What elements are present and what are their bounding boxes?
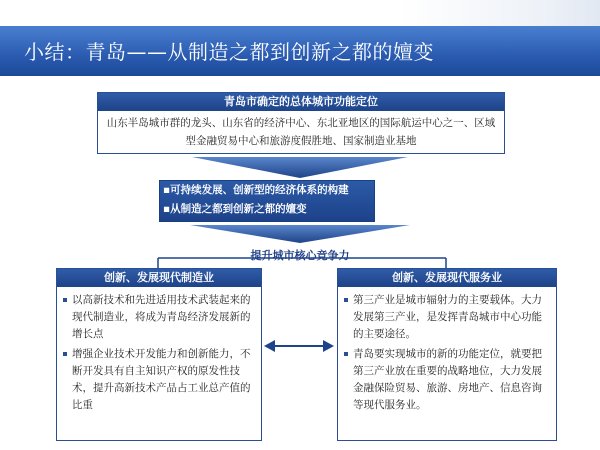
manufacturing-title: 创新、发展现代制造业 xyxy=(57,269,261,287)
manufacturing-box xyxy=(56,268,262,441)
bullet-icon xyxy=(344,298,348,302)
city-function-box xyxy=(97,92,505,154)
double-arrow-left-head xyxy=(264,340,275,352)
manufacturing-item-2: 增强企业技术开发能力和创新能力，不断开发具有自主知识产权的原发性技术，提升高新技术产品占工业总产值的比重 xyxy=(72,348,251,411)
service-item-1: 第三产业是城市辐射力的主要载体。大力发展第三产业，是发挥青岛城市中心功能的主要途径。 xyxy=(353,294,542,340)
service-title: 创新、发展现代服务业 xyxy=(338,269,556,287)
list-item xyxy=(63,346,255,414)
core-competitiveness-label: 提升城市核心竞争力 xyxy=(250,249,350,262)
economic-system-box xyxy=(159,180,375,222)
bullet-icon xyxy=(63,352,67,356)
city-function-title: 青岛市确定的总体城市功能定位 xyxy=(98,93,504,111)
economic-system-line-2: ▪从制造之都到创新之都的嬗变 xyxy=(163,203,307,215)
page-title: 小结：青岛——从制造之都到创新之都的嬗变 xyxy=(24,40,434,64)
bullet-icon xyxy=(63,298,67,302)
list-item xyxy=(63,292,255,343)
service-box xyxy=(337,268,557,441)
bullet-icon xyxy=(344,352,348,356)
city-function-text: 山东半岛城市群的龙头、山东省的经济中心、东北亚地区的国际航运中心之一、区域型金融贸易中心和旅游度假胜地、国家制造业基地 xyxy=(106,117,496,147)
down-arrow-upper xyxy=(192,157,408,178)
double-arrow-right-head xyxy=(323,340,334,352)
list-item xyxy=(344,292,550,343)
service-item-2: 青岛要实现城市的新的功能定位，就要把第三产业放在重要的战略地位，大力发展金融保险贸易、旅游、房地产、信息咨询等现代服务业。 xyxy=(353,348,542,411)
manufacturing-item-1: 以高新技术和先进适用技术武装起来的现代制造业，将成为青岛经济发展新的增长点 xyxy=(72,294,251,340)
down-arrow-lower xyxy=(190,225,410,243)
economic-system-line-1: ▪可持续发展、创新型的经济体系的构建 xyxy=(163,184,349,196)
list-item xyxy=(344,346,550,414)
